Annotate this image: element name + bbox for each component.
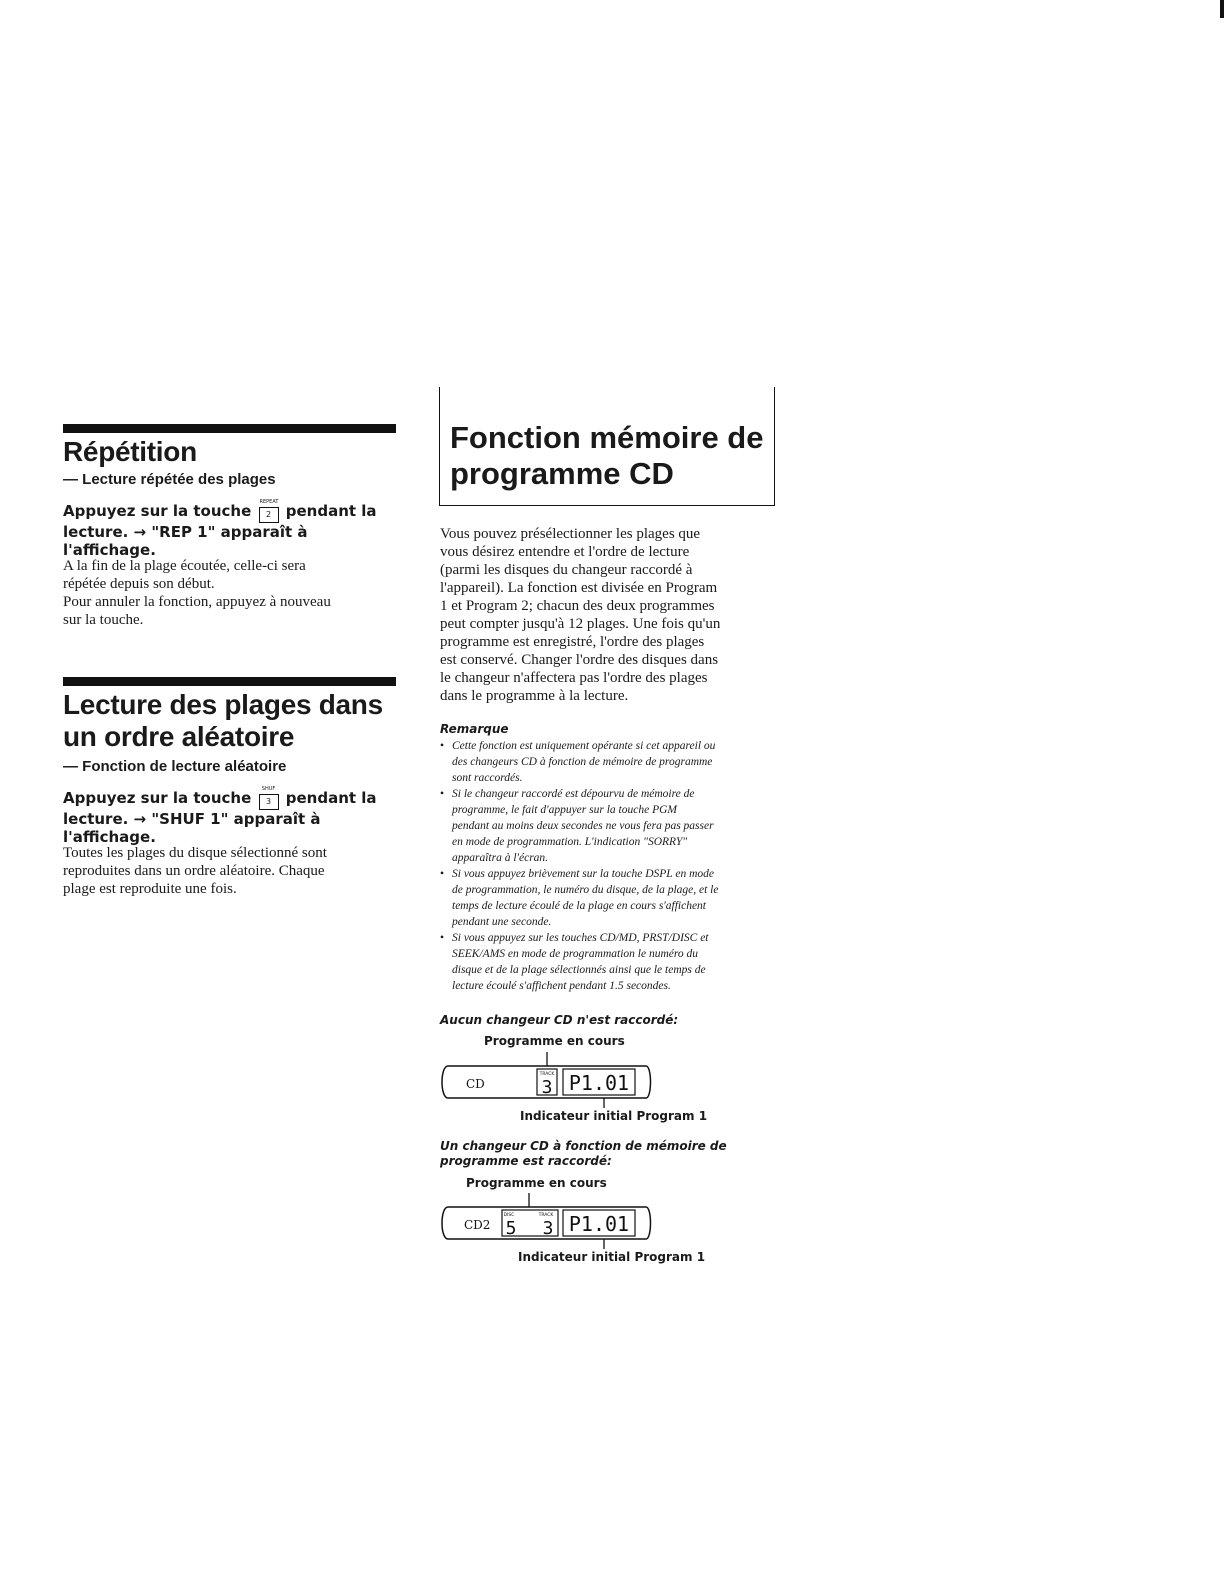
body-line: le changeur n'affectera pas l'ordre des plages <box>440 670 708 686</box>
bullet-icon: • <box>440 740 445 752</box>
section-rule-repetition <box>63 424 396 433</box>
case2-label-top: Programme en cours <box>466 1176 607 1190</box>
note-line: programme, le fait d'appuyer sur la touche PGM <box>452 804 677 816</box>
note-item <box>440 786 780 866</box>
instruction-line2: lecture. → "REP 1" apparaît à <box>63 523 308 541</box>
body-line: 1 et Program 2; chacun des deux programmes <box>440 598 715 614</box>
note-line: des changeurs CD à fonction de mémoire de programme <box>452 756 713 768</box>
body-line: A la fin de la plage écoutée, celle-ci sera <box>63 558 306 574</box>
instruction-shuffle <box>63 786 403 846</box>
body-line: reproduites dans un ordre aléatoire. Chaque <box>63 863 325 879</box>
instruction-repetition <box>63 499 403 559</box>
bullet-icon: • <box>440 788 445 800</box>
lcd-disc-cap: DISC <box>503 1213 515 1218</box>
note-line: SEEK/AMS en mode de programmation le numéro du <box>452 948 699 960</box>
section-rule-shuffle <box>63 677 396 686</box>
bullet-icon: • <box>440 868 445 880</box>
heading-shuffle-line2: un ordre aléatoire <box>63 721 295 752</box>
shuffle-key-cap: SHUF <box>261 786 276 792</box>
instruction-line3: l'affichage. <box>63 828 156 846</box>
body-repetition <box>63 557 403 629</box>
case2-caption-line1: Un changeur CD à fonction de mémoire de <box>440 1139 727 1153</box>
lcd-program: P1.01 <box>568 1212 630 1236</box>
heading-shuffle <box>63 689 383 753</box>
body-line: peut compter jusqu'à 12 plages. Une fois qu'un <box>440 616 721 632</box>
instruction-post: pendant la <box>285 789 377 807</box>
note-line: en mode de programmation. L'indication "SORRY" <box>452 836 688 848</box>
body-line: plage est reproduite une fois. <box>63 881 237 897</box>
body-shuffle <box>63 844 403 898</box>
body-line: répétée depuis son début. <box>63 576 215 592</box>
repeat-key-icon <box>259 499 279 523</box>
body-line: dans le programme à la lecture. <box>440 688 629 704</box>
lcd-source: CD <box>466 1077 485 1091</box>
note-line: temps de lecture écoulé de la plage en cours s'affichent <box>452 900 706 912</box>
note-line: Si le changeur raccordé est dépourvu de mémoire de <box>452 788 695 800</box>
body-line: Pour annuler la fonction, appuyez à nouveau <box>63 594 331 610</box>
note-line: apparaîtra à l'écran. <box>452 852 549 864</box>
body-line: vous désirez entendre et l'ordre de lecture <box>440 544 690 560</box>
edge-mark <box>1220 0 1224 18</box>
case1-label-bottom: Indicateur initial Program 1 <box>520 1109 708 1123</box>
case2-caption <box>440 1139 727 1169</box>
instruction-line3: l'affichage. <box>63 541 156 559</box>
note-list <box>440 738 780 994</box>
note-line: Si vous appuyez sur les touches CD/MD, PRST/DISC et <box>452 932 709 944</box>
case1-label-top: Programme en cours <box>484 1034 625 1048</box>
repeat-key-cap: REPEAT <box>259 499 279 505</box>
note-line: de programmation, le numéro du disque, de la plage, et le <box>452 884 719 896</box>
instruction-pre: Appuyez sur la touche <box>63 789 252 807</box>
instruction-pre: Appuyez sur la touche <box>63 502 252 520</box>
bullet-icon: • <box>440 932 445 944</box>
lcd-track: 3 <box>542 1218 554 1239</box>
repeat-key-label: 2 <box>265 510 272 519</box>
heading-repetition: Répétition <box>63 436 197 467</box>
lcd-display-case1 <box>436 1052 666 1108</box>
body-line: Vous pouvez présélectionner les plages que <box>440 526 701 542</box>
heading-program-line2: programme CD <box>450 456 674 491</box>
note-item <box>440 738 780 786</box>
note-line: pendant au moins deux secondes ne vous fera pas passer <box>452 820 714 832</box>
title-box <box>439 387 775 506</box>
lcd-program: P1.01 <box>568 1071 630 1095</box>
note-line: Cette fonction est uniquement opérante si cet appareil ou <box>452 740 716 752</box>
body-line: l'appareil). La fonction est divisée en Program <box>440 580 718 596</box>
heading-program-line1: Fonction mémoire de <box>450 420 764 455</box>
note-item <box>440 930 780 994</box>
body-line: est conservé. Changer l'ordre des disques dans <box>440 652 719 668</box>
note-line: pendant une seconde. <box>452 916 552 928</box>
body-program <box>440 525 785 705</box>
lcd-track: 3 <box>541 1077 553 1098</box>
body-line: sur la touche. <box>63 612 144 628</box>
note-title: Remarque <box>440 722 509 736</box>
heading-program <box>450 420 763 492</box>
subheading-repetition: — Lecture répétée des plages <box>63 471 276 488</box>
lcd-track-cap: TRACK <box>538 1213 554 1218</box>
lcd-track-cap: TRACK <box>539 1072 555 1077</box>
body-line: Toutes les plages du disque sélectionné sont <box>63 845 327 861</box>
body-line: (parmi les disques du changeur raccordé à <box>440 562 693 578</box>
note-item <box>440 866 780 930</box>
case1-caption: Aucun changeur CD n'est raccordé: <box>440 1013 679 1027</box>
lcd-display-case2 <box>436 1193 666 1249</box>
body-line: programme est enregistré, l'ordre des plages <box>440 634 705 650</box>
note-line: disque et de la plage sélectionnés ainsi que le temps de <box>452 964 706 976</box>
heading-shuffle-line1: Lecture des plages dans <box>63 689 383 720</box>
subheading-shuffle: — Fonction de lecture aléatoire <box>63 758 287 775</box>
shuffle-key-icon <box>259 786 279 810</box>
note-line: Si vous appuyez brièvement sur la touche DSPL en mode <box>452 868 715 880</box>
shuffle-key-label: 3 <box>265 797 272 806</box>
note-line: lecture écoulé s'affichent pendant 1.5 secondes. <box>452 980 671 992</box>
lcd-source: CD2 <box>464 1218 491 1232</box>
case2-caption-line2: programme est raccordé: <box>440 1154 612 1168</box>
instruction-post: pendant la <box>285 502 377 520</box>
instruction-line2: lecture. → "SHUF 1" apparaît à <box>63 810 321 828</box>
case2-label-bottom: Indicateur initial Program 1 <box>518 1250 706 1264</box>
note-line: sont raccordés. <box>452 772 523 784</box>
lcd-disc: 5 <box>505 1218 517 1239</box>
